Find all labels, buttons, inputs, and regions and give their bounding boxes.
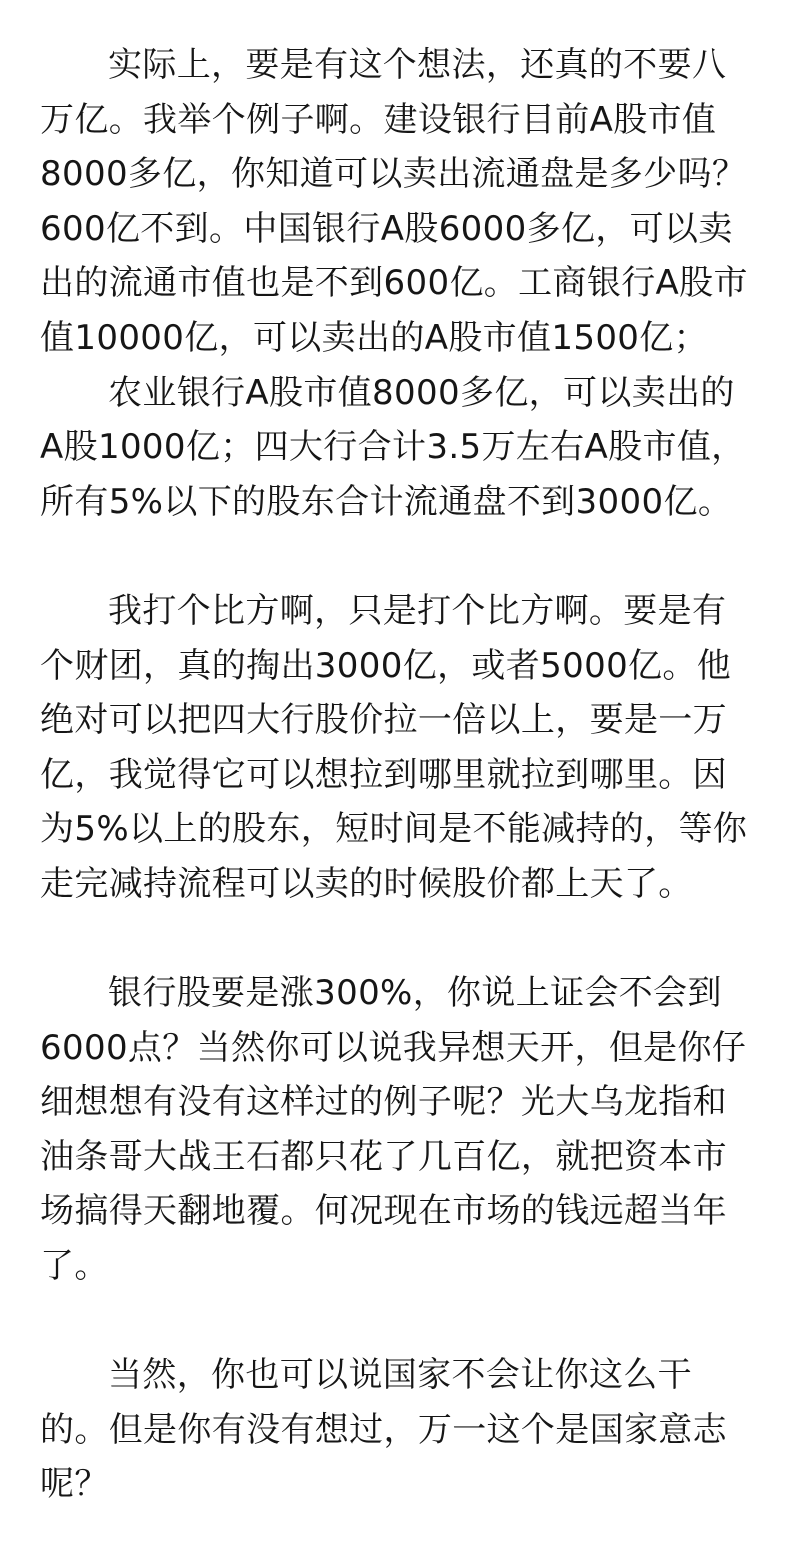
paragraph-spacer [40,1294,762,1349]
text-line: 值10000亿，可以卖出的A股市值1500亿； [40,317,708,358]
text-line: 600亿不到。中国银行A股6000多亿，可以卖 [40,208,733,249]
text-line: 亿，我觉得它可以想拉到哪里就拉到哪里。因 [40,754,727,795]
text-line: 银行股要是涨300%，你说上证会不会到 [108,973,722,1014]
text-line: 所有5%以下的股东合计流通盘不到3000亿。 [40,481,733,522]
text-line: 6000点？当然你可以说我异想天开，但是你仔 [40,1027,747,1068]
paragraph-2 [40,366,762,530]
paragraph-5 [40,1348,762,1512]
text-line: 场搞得天翻地覆。何况现在市场的钱远超当年 [40,1191,727,1232]
text-line: 万亿。我举个例子啊。建设银行目前A股市值 [40,99,717,140]
paragraph-1 [40,38,762,366]
text-line: 农业银行A股市值8000多亿，可以卖出的 [108,372,735,413]
text-line: 了。 [40,1246,109,1287]
text-line: A股1000亿；四大行合计3.5万左右A股市值， [40,427,746,468]
text-line: 我打个比方啊，只是打个比方啊。要是有 [108,590,727,631]
paragraph-3 [40,584,762,912]
text-line: 细想想有没有这样过的例子呢？光大乌龙指和 [40,1082,727,1123]
text-line: 呢？ [40,1464,109,1505]
text-line: 8000多亿，你知道可以卖出流通盘是多少吗？ [40,154,747,195]
paragraph-spacer [40,529,762,584]
article-body [40,38,762,1512]
text-line: 出的流通市值也是不到600亿。工商银行A股市 [40,263,748,304]
text-line: 实际上，要是有这个想法，还真的不要八 [108,45,727,85]
text-line: 的。但是你有没有想过，万一这个是国家意志 [40,1409,727,1450]
text-line: 当然，你也可以说国家不会让你这么干 [108,1355,692,1396]
text-line: 为5%以上的股东，短时间是不能减持的，等你 [40,809,748,850]
text-line: 绝对可以把四大行股价拉一倍以上，要是一万 [40,700,727,741]
text-line: 油条哥大战王石都只花了几百亿，就把资本市 [40,1136,727,1177]
text-line: 个财团，真的掏出3000亿，或者5000亿。他 [40,645,732,686]
paragraph-4 [40,966,762,1294]
text-line: 走完减持流程可以卖的时候股价都上天了。 [40,863,693,904]
paragraph-spacer [40,912,762,967]
